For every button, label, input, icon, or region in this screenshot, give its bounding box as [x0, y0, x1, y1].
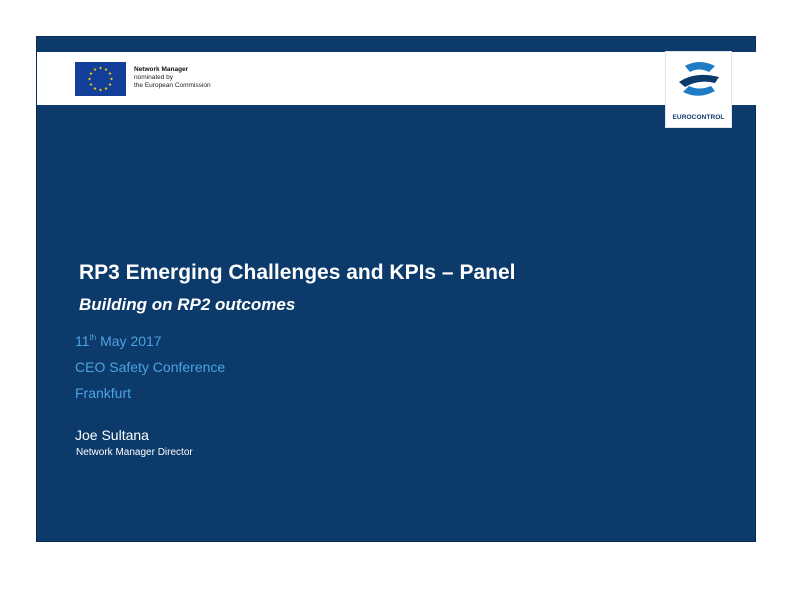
event-date: [75, 333, 162, 349]
date-suffix: th: [89, 333, 97, 342]
date-rest: May 2017: [96, 333, 162, 349]
slide-title: RP3 Emerging Challenges and KPIs – Panel: [79, 261, 516, 284]
slide-subtitle: Building on RP2 outcomes: [79, 295, 296, 314]
speaker-name: Joe Sultana: [75, 427, 149, 443]
eurocontrol-logo-icon: [675, 58, 723, 102]
org-line-2: nominated by: [134, 74, 174, 81]
slide: [36, 36, 756, 542]
org-name: Network Manager: [134, 66, 189, 73]
org-line-3: the European Commission: [134, 82, 211, 89]
eu-flag-icon: [75, 62, 126, 96]
event-city: Frankfurt: [75, 385, 132, 401]
speaker-role: Network Manager Director: [76, 447, 193, 458]
header-band: [37, 52, 757, 121]
date-day: 11: [75, 333, 90, 349]
network-manager-label: [134, 66, 211, 90]
eurocontrol-wordmark: EUROCONTROL: [672, 114, 725, 121]
eurocontrol-logo: [666, 52, 731, 127]
event-name: CEO Safety Conference: [75, 359, 226, 375]
